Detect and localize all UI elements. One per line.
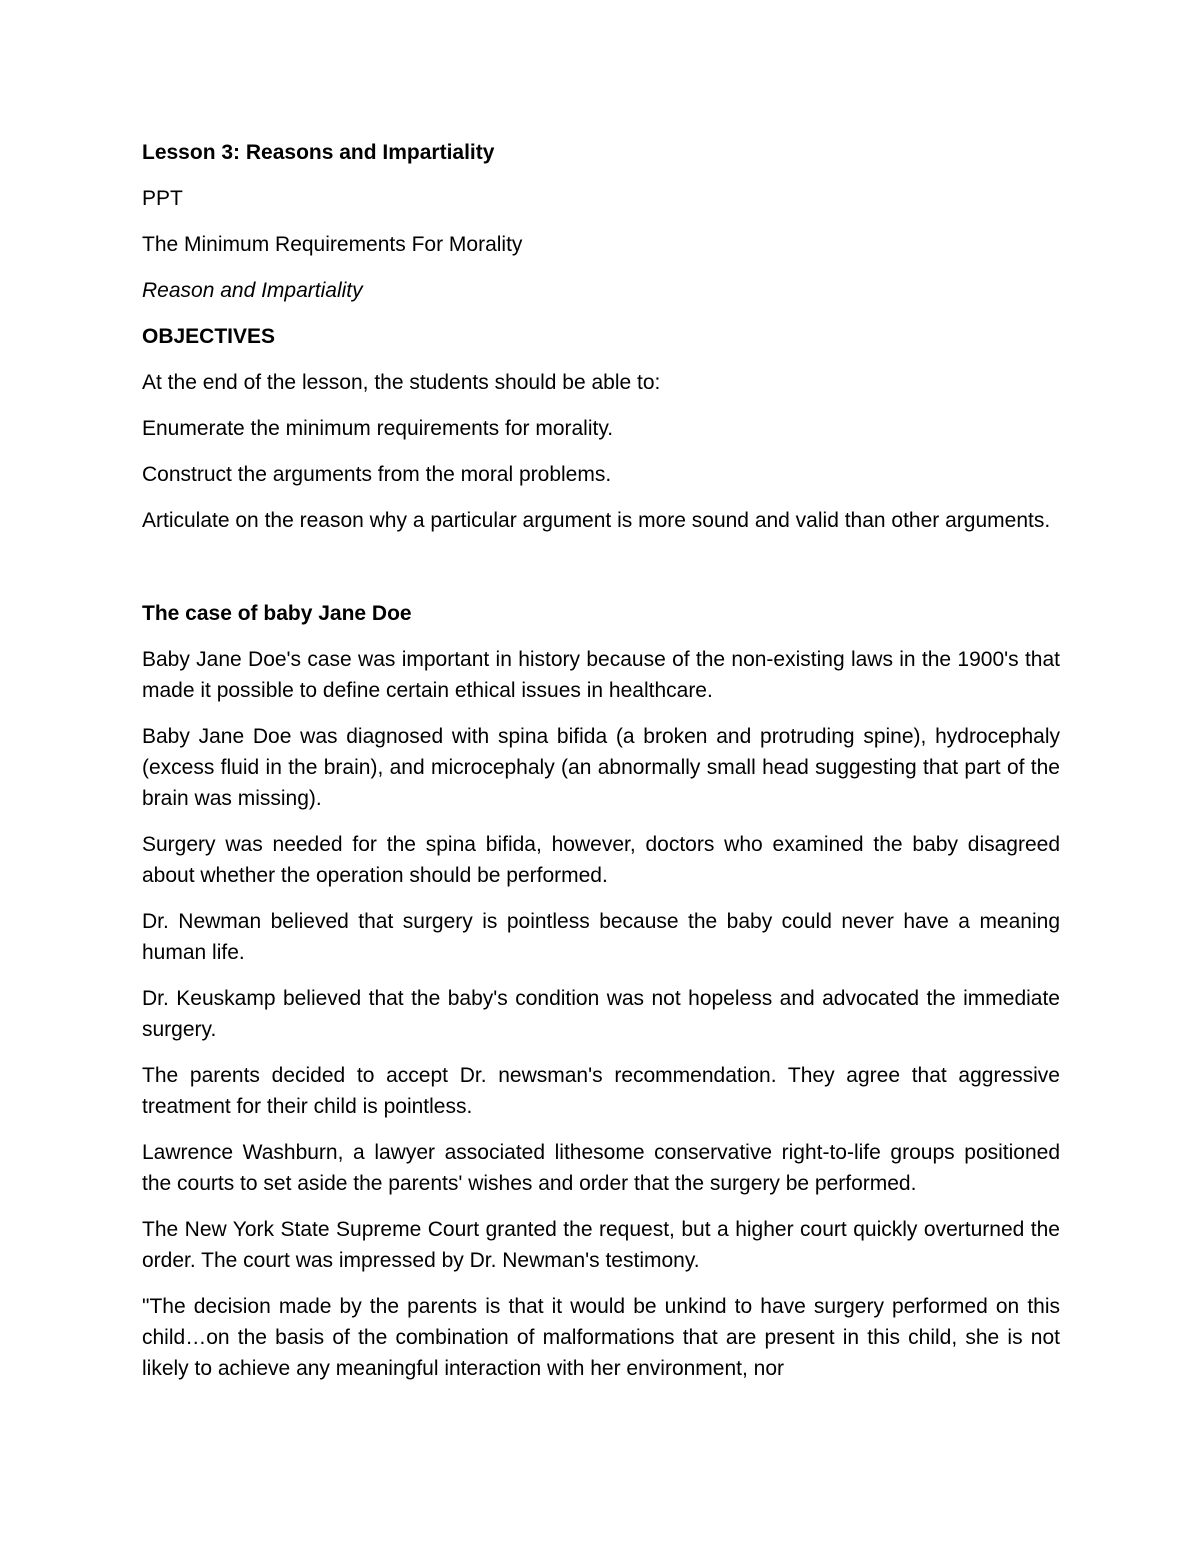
case-paragraph: Lawrence Washburn, a lawyer associated lithesome conservative right-to-life groups positioned the courts to set aside the parents' wishes and order that the surgery be performed. (142, 1141, 1060, 1195)
objectives-heading: OBJECTIVES (142, 325, 276, 348)
document-page (142, 137, 1060, 1399)
case-paragraph: The New York State Supreme Court granted the request, but a higher court quickly overturned the order. The court was impressed by Dr. Newman's testimony. (142, 1218, 1060, 1272)
ppt-label: PPT (142, 187, 183, 210)
lesson-title: Lesson 3: Reasons and Impartiality (142, 141, 495, 164)
objective-item: Construct the arguments from the moral problems. (142, 463, 612, 486)
objective-item: Enumerate the minimum requirements for morality. (142, 417, 614, 440)
case-paragraph: Dr. Newman believed that surgery is pointless because the baby could never have a meaning human life. (142, 910, 1060, 964)
case-paragraph: Dr. Keuskamp believed that the baby's condition was not hopeless and advocated the immediate surgery. (142, 987, 1060, 1041)
case-paragraph: The parents decided to accept Dr. newsman's recommendation. They agree that aggressive treatment for their child is pointless. (142, 1064, 1060, 1118)
objective-item: Articulate on the reason why a particular argument is more sound and valid than other arguments. (142, 509, 1051, 532)
section-gap (142, 551, 1060, 598)
case-paragraph: Baby Jane Doe's case was important in history because of the non-existing laws in the 1900's that made it possible to define certain ethical issues in healthcare. (142, 648, 1060, 702)
subtitle-italic: Reason and Impartiality (142, 279, 363, 302)
case-paragraph: "The decision made by the parents is that it would be unkind to have surgery performed on this child…on the basis of the combination of malformations that are present in this child, she is not likely to achieve any meaningful interaction with her environment, nor (142, 1295, 1060, 1380)
case-paragraph: Surgery was needed for the spina bifida, however, doctors who examined the baby disagreed about whether the operation should be performed. (142, 833, 1060, 887)
subtitle: The Minimum Requirements For Morality (142, 233, 523, 256)
objectives-intro: At the end of the lesson, the students should be able to: (142, 371, 661, 394)
case-heading: The case of baby Jane Doe (142, 602, 412, 625)
case-paragraph: Baby Jane Doe was diagnosed with spina bifida (a broken and protruding spine), hydrocephaly (excess fluid in the brain), and microcephaly (an abnormally small head suggesting that part of the brain was missing). (142, 725, 1060, 810)
